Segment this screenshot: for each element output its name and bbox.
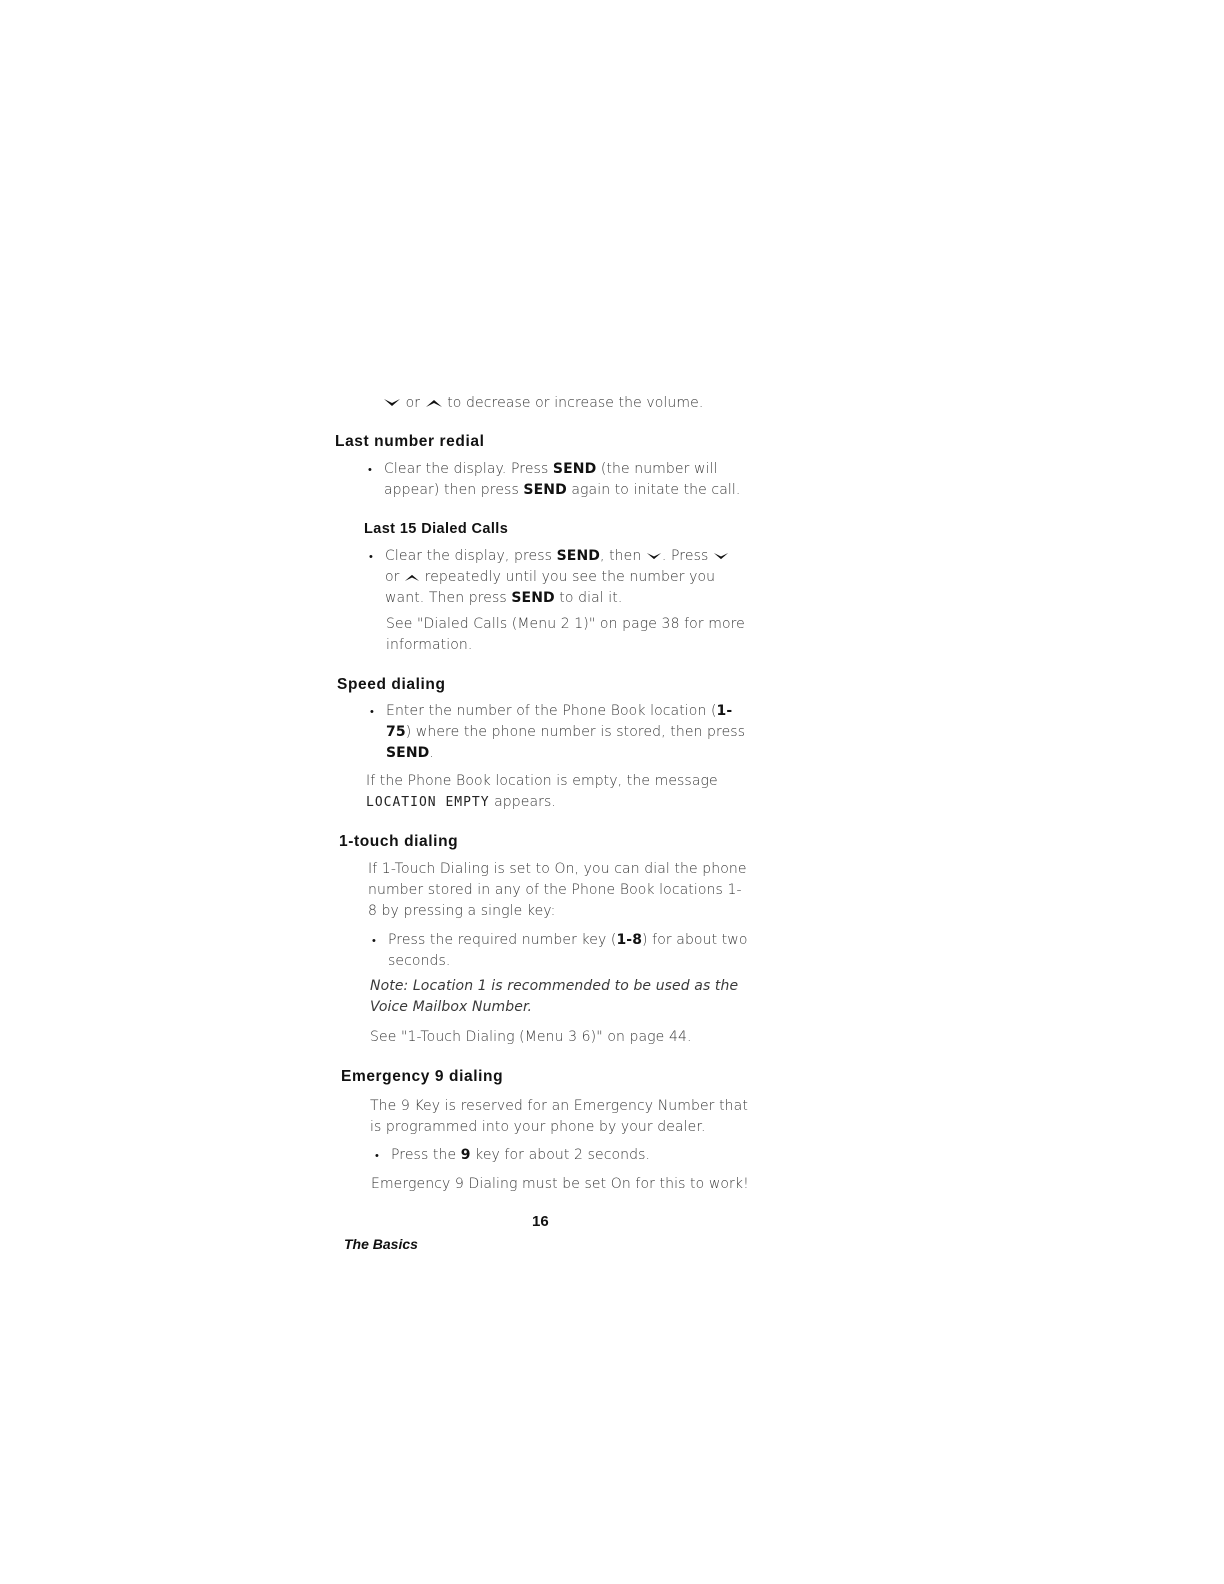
chevron-down-icon	[646, 552, 662, 561]
bullet: •	[368, 463, 372, 476]
volume-line: or to decrease or increase the volume.	[383, 393, 703, 414]
bullet: •	[369, 550, 373, 563]
chevron-up-icon	[425, 398, 443, 408]
chevron-up-icon	[404, 573, 420, 582]
last15-bullet: • Clear the display, press SEND, then . Press or repeatedly until you see the number you want. Then press SEND to dial it.	[369, 546, 765, 609]
speed-empty-message: If the Phone Book location is empty, the message LOCATION EMPTY appears.	[366, 773, 718, 810]
last-redial-bullet: • Clear the display. Press SEND (the number will appear) then press SEND again to initate the call.	[368, 461, 741, 498]
emergency-requirement: Emergency 9 Dialing must be set On for this to work!	[371, 1176, 749, 1192]
page-number: 16	[532, 1213, 549, 1230]
heading-1-touch-dialing: 1-touch dialing	[339, 833, 459, 850]
heading-emergency-9-dialing: Emergency 9 dialing	[341, 1068, 504, 1085]
heading-speed-dialing: Speed dialing	[337, 676, 446, 693]
chevron-down-icon	[713, 552, 729, 561]
heading-last-15-dialed-calls: Last 15 Dialed Calls	[364, 521, 509, 537]
heading-last-number-redial: Last number redial	[335, 433, 485, 450]
bullet: •	[372, 934, 376, 947]
touch-bullet: • Press the required number key (1-8) for about two seconds.	[372, 932, 748, 969]
emergency-bullet: • Press the 9 key for about 2 seconds.	[375, 1145, 771, 1166]
location-empty-display-text: LOCATION EMPTY	[366, 795, 490, 810]
emergency-intro: The 9 Key is reserved for an Emergency Number that is programmed into your phone by your dealer.	[370, 1098, 748, 1135]
chevron-down-icon	[383, 398, 401, 408]
touch-intro: If 1-Touch Dialing is set to On, you can dial the phone number stored in any of the Phone Book locations 1- 8 by pressing a single key:	[368, 861, 747, 919]
touch-see-also: See "1-Touch Dialing (Menu 3 6)" on page 44.	[370, 1029, 692, 1045]
bullet: •	[370, 705, 374, 718]
touch-note: Note: Location 1 is recommended to be used as the Voice Mailbox Number.	[370, 978, 739, 1015]
bullet: •	[375, 1149, 379, 1162]
speed-bullet: • Enter the number of the Phone Book location (1- 75) where the phone number is stored, then press SEND.	[370, 703, 746, 761]
last15-see-also: See "Dialed Calls (Menu 2 1)" on page 38 for more information.	[386, 616, 745, 653]
section-footer: The Basics	[344, 1236, 418, 1252]
